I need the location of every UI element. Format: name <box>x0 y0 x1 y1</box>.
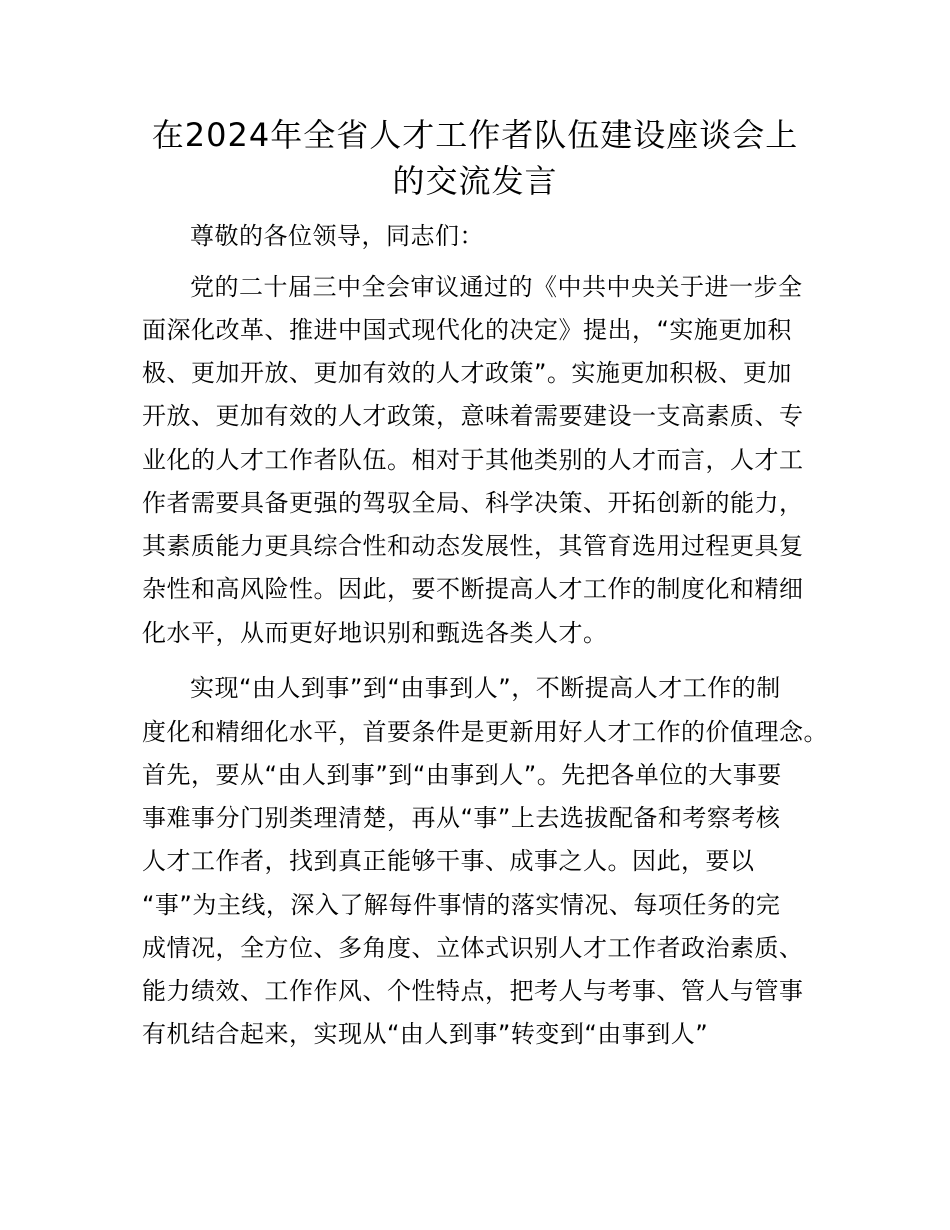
paragraph-line: 杂性和高风险性。因此，要不断提高人才工作的制度化和精细 <box>142 575 804 603</box>
paragraph-line: 人才工作者，找到真正能够干事、成事之人。因此，要以 <box>142 847 755 875</box>
paragraph-line: 极、更加开放、更加有效的人才政策”。实施更加积极、更加 <box>142 359 792 387</box>
paragraph-line: 能力绩效、工作作风、个性特点，把考人与考事、管人与管事 <box>142 977 804 1005</box>
paragraph-line: 实现“由人到事”到“由事到人”，不断提高人才工作的制 <box>190 674 781 702</box>
salutation: 尊敬的各位领导，同志们： <box>190 222 484 250</box>
paragraph-line: 业化的人才工作者队伍。相对于其他类别的人才而言，人才工 <box>142 446 804 474</box>
paragraph-line: 党的二十届三中全会审议通过的《中共中央关于进一步全 <box>190 273 803 301</box>
document-title-line-2: 的交流发言 <box>392 162 558 200</box>
paragraph-line: 化水平，从而更好地识别和甄选各类人才。 <box>142 619 608 647</box>
paragraph-line: “事”为主线，深入了解每件事情的落实情况、每项任务的完 <box>142 891 781 919</box>
paragraph-line: 作者需要具备更强的驾驭全局、科学决策、开拓创新的能力， <box>142 489 804 517</box>
paragraph-line: 面深化改革、推进中国式现代化的决定》提出，“实施更加积 <box>142 316 792 344</box>
document-title-line-1: 在2024年全省人才工作者队伍建设座谈会上 <box>151 116 799 154</box>
paragraph-line: 事难事分门别类理清楚，再从“事”上去选拔配备和考察考核 <box>142 804 781 832</box>
paragraph-line: 其素质能力更具综合性和动态发展性，其管育选用过程更具复 <box>142 532 804 560</box>
paragraph-line: 度化和精细化水平，首要条件是更新用好人才工作的价值理念。 <box>142 718 828 746</box>
paragraph-line: 首先，要从“由人到事”到“由事到人”。先把各单位的大事要 <box>142 761 782 789</box>
paragraph-line: 开放、更加有效的人才政策，意味着需要建设一支高素质、专 <box>142 402 804 430</box>
paragraph-line: 有机结合起来，实现从“由人到事”转变到“由事到人” <box>142 1020 709 1048</box>
paragraph-line: 成情况，全方位、多角度、立体式识别人才工作者政治素质、 <box>142 934 804 962</box>
